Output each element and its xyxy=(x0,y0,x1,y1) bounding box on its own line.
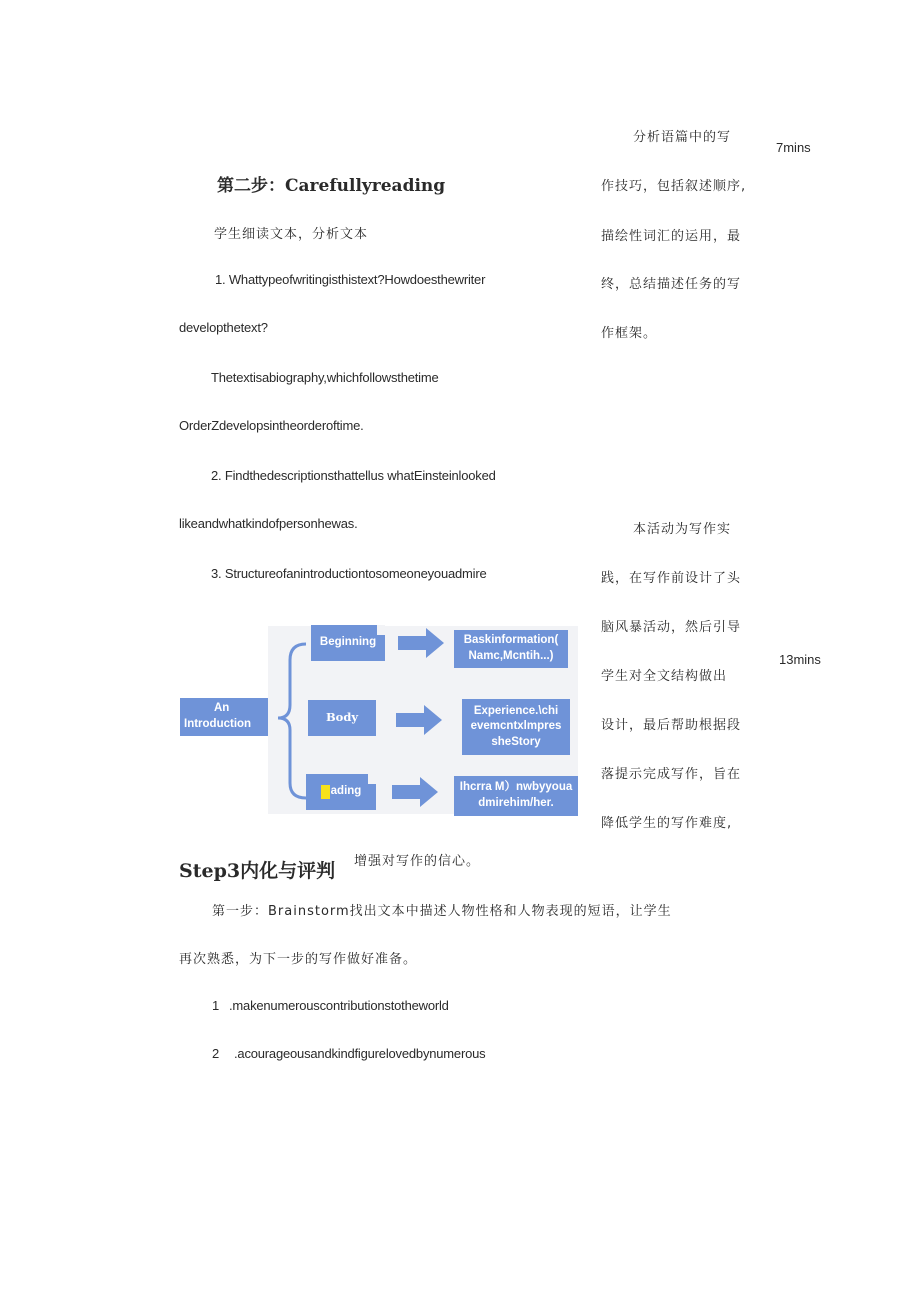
answer-1-line-2: OrderZdevelopsintheorderoftime. xyxy=(179,418,364,433)
question-2-line-2: likeandwhatkindofpersonhewas. xyxy=(179,516,358,531)
structure-diagram xyxy=(178,620,580,820)
introduction-label-line-2: Introduction xyxy=(184,718,252,730)
note-2-line-5: 设计，最后帮助根据段 xyxy=(601,718,742,733)
time-13mins: 13mins xyxy=(779,652,821,667)
note-2-line-8: 增强对写作的信心。 xyxy=(354,854,481,869)
question-2-line-1: 2. Findthedescriptionsthattellus whatEinsteinlooked xyxy=(211,468,496,483)
note-2-line-6: 落提示完成写作，旨在 xyxy=(601,767,742,782)
introduction-box xyxy=(180,698,268,736)
question-1-line-1: 1. Whattypeofwritingisthistext?Howdoesthewriter xyxy=(215,272,486,287)
body-detail-line-2: evemcntxlmpres xyxy=(470,720,562,733)
note-1-line-5: 作框架。 xyxy=(601,326,658,341)
note-1-line-4: 终，总结描述任务的写 xyxy=(601,277,742,292)
note-2-line-4: 学生对全文结构做出 xyxy=(601,669,728,684)
note-1-line-3: 描绘性词汇的运用，最 xyxy=(601,229,742,244)
step3-first-line-1: 第一步：Brainstorm找出文本中描述人物性格和人物表现的短语，让学生 xyxy=(212,904,672,919)
ending-detail-line-1: Ihcrra M）nwbyyoua xyxy=(459,781,573,794)
beginning-detail-box xyxy=(454,630,568,668)
ending-detail-box xyxy=(454,776,578,816)
beginning-label: Beginning xyxy=(319,636,377,649)
step3-first-line-2: 再次熟悉，为下一步的写作做好准备。 xyxy=(179,952,418,967)
arrow-beginning xyxy=(398,628,444,658)
item-2-number: 2 xyxy=(212,1046,220,1061)
question-1-line-2: developthetext? xyxy=(179,320,268,335)
ending-box xyxy=(306,774,376,810)
item-2-text: .acourageousandkindfigurelovedbynumerous xyxy=(234,1046,486,1061)
beginning-detail-line-2: Namc,Mcntih...) xyxy=(468,650,554,662)
body-detail-line-1: Experience.\chi xyxy=(473,704,559,717)
introduction-label-line-1: An xyxy=(214,702,230,715)
note-2-line-2: 践，在写作前设计了头 xyxy=(601,571,742,586)
answer-1-line-1: Thetextisabiography,whichfollowsthetime xyxy=(211,370,439,385)
time-7mins: 7mins xyxy=(776,140,811,155)
note-1-line-1: 分析语篇中的写 xyxy=(633,130,732,145)
note-2-line-1: 本活动为写作实 xyxy=(633,522,732,537)
arrow-body xyxy=(396,705,442,735)
body-label: Body xyxy=(325,710,359,725)
step2-heading: 第二步：Carefullyreading xyxy=(217,176,446,196)
beginning-detail-line-1: Baskinformation( xyxy=(463,634,559,647)
arrow-ending xyxy=(392,777,438,807)
item-1-number: 1 xyxy=(212,998,220,1013)
body-detail-line-3: sheStory xyxy=(491,735,541,748)
note-2-line-3: 脑风暴活动，然后引导 xyxy=(601,620,742,635)
step3-heading: Step3内化与评判 xyxy=(179,860,336,882)
ending-label: ading xyxy=(330,785,362,798)
question-3: 3. Structureofanintroductiontosomeoneyouadmire xyxy=(211,566,487,581)
body-detail-box xyxy=(462,699,570,755)
beginning-box xyxy=(311,625,385,661)
step2-instruction: 学生细读文本，分析文本 xyxy=(214,227,369,242)
item-1-text: .makenumerouscontributionstotheworld xyxy=(229,998,449,1013)
note-2-line-7: 降低学生的写作难度, xyxy=(601,816,733,831)
highlight-mark xyxy=(321,785,330,799)
ending-detail-line-2: dmirehim/her. xyxy=(478,797,554,809)
note-1-line-2: 作技巧，包括叙述顺序, xyxy=(601,179,747,194)
body-box xyxy=(308,700,376,736)
